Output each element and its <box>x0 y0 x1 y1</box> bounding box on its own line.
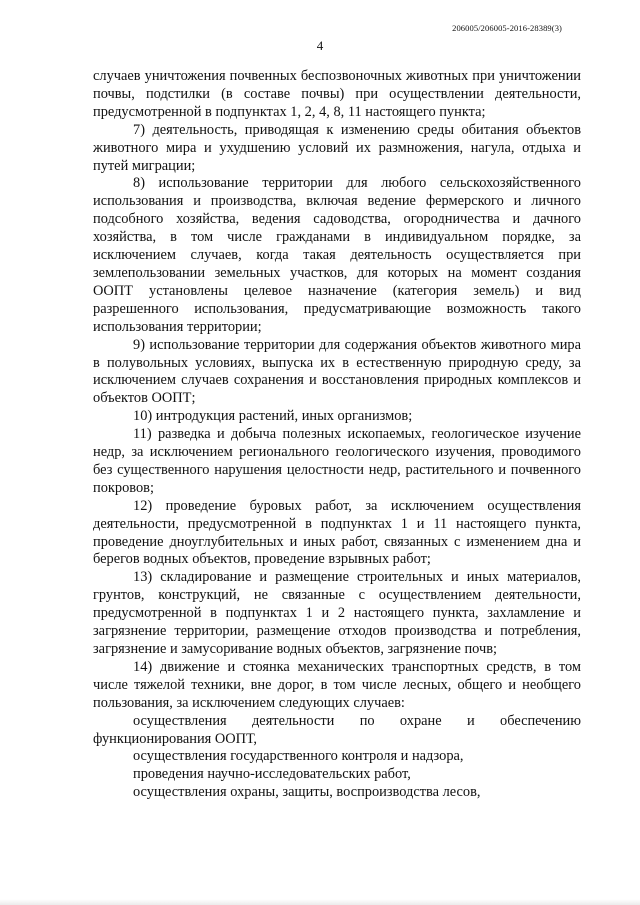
paragraph-item-10: 10) интродукция растений, иных организмов; <box>133 408 413 425</box>
exception-item-forest-protection: осуществления охраны, защиты, воспроизводства лесов, <box>133 784 481 801</box>
paragraph-item-12: 12) проведение буровых работ, за исключением осуществления деятельности, предусмотренной в подпунктах 1 и 11 настоящего пункта, проведение дноуглубительных и иных работ, связанных с изменением дна и берегов водных объектов, проведение взрывных работ; <box>93 497 581 568</box>
paragraph-item-8: 8) использование территории для любого сельскохозяйственного использования и производства, включая ведение фермерского и личного подсобного хозяйства, ведения садоводства, огородничества и дачного хозяйства, в том числе гражданами в индивидуальном порядке, за исключением случаев, когда такая деятельность осуществляется при землепользовании земельных участков, для которых на момент создания ООПТ установлены целевое назначение (категория земель) и вид разрешенного использования, предусматривающие возможность такого использования территории; <box>93 175 581 335</box>
page-number: 4 <box>316 38 324 53</box>
document-body <box>93 68 581 802</box>
paragraph-item-14: 14) движение и стоянка механических транспортных средств, в том числе тяжелой техники, вне дорог, в том числе лесных, общего и необщего пользования, за исключением следующих случаев: <box>93 658 581 711</box>
paragraph-item-11: 11) разведка и добыча полезных ископаемых, геологическое изучение недр, за исключением регионального геологического изучения, проводимого без существенного нарушения целостности недр, растительного и почвенного покровов; <box>93 426 581 496</box>
page-bottom-edge <box>0 899 640 905</box>
document-reference-number: 206005/206005-2016-28389(3) <box>452 23 562 33</box>
exception-item-oopt-protection: осуществления деятельности по охране и обеспечению функционирования ООПТ, <box>93 712 581 747</box>
paragraph-item-9: 9) использование территории для содержания объектов животного мира в полувольных условиях, выпуска их в естественную природную среду, за исключением случаев сохранения и восстановления природных комплексов и объектов ООПТ; <box>93 336 581 407</box>
paragraph-item-13: 13) складирование и размещение строительных и иных материалов, грунтов, конструкций, не связанные с осуществлением деятельности, предусмотренной в подпунктах 1 и 2 настоящего пункта, захламление и загрязнение территории, размещение отходов производства и потребления, загрязнение и замусоривание водных объектов, загрязнение почв; <box>93 569 581 657</box>
paragraph-continuation: случаев уничтожения почвенных беспозвоночных животных при уничтожении почвы, подстилки (в составе почвы) при осуществлении деятельности, предусмотренной в подпунктах 1, 2, 4, 8, 11 настоящего пункта; <box>93 68 581 120</box>
exception-item-state-control: осуществления государственного контроля и надзора, <box>133 748 464 765</box>
paragraph-item-7: 7) деятельность, приводящая к изменению среды обитания объектов животного мира и ухудшению условий их размножения, нагула, отдыха и путей миграции; <box>93 121 581 174</box>
exception-item-research: проведения научно-исследовательских работ, <box>133 766 411 783</box>
